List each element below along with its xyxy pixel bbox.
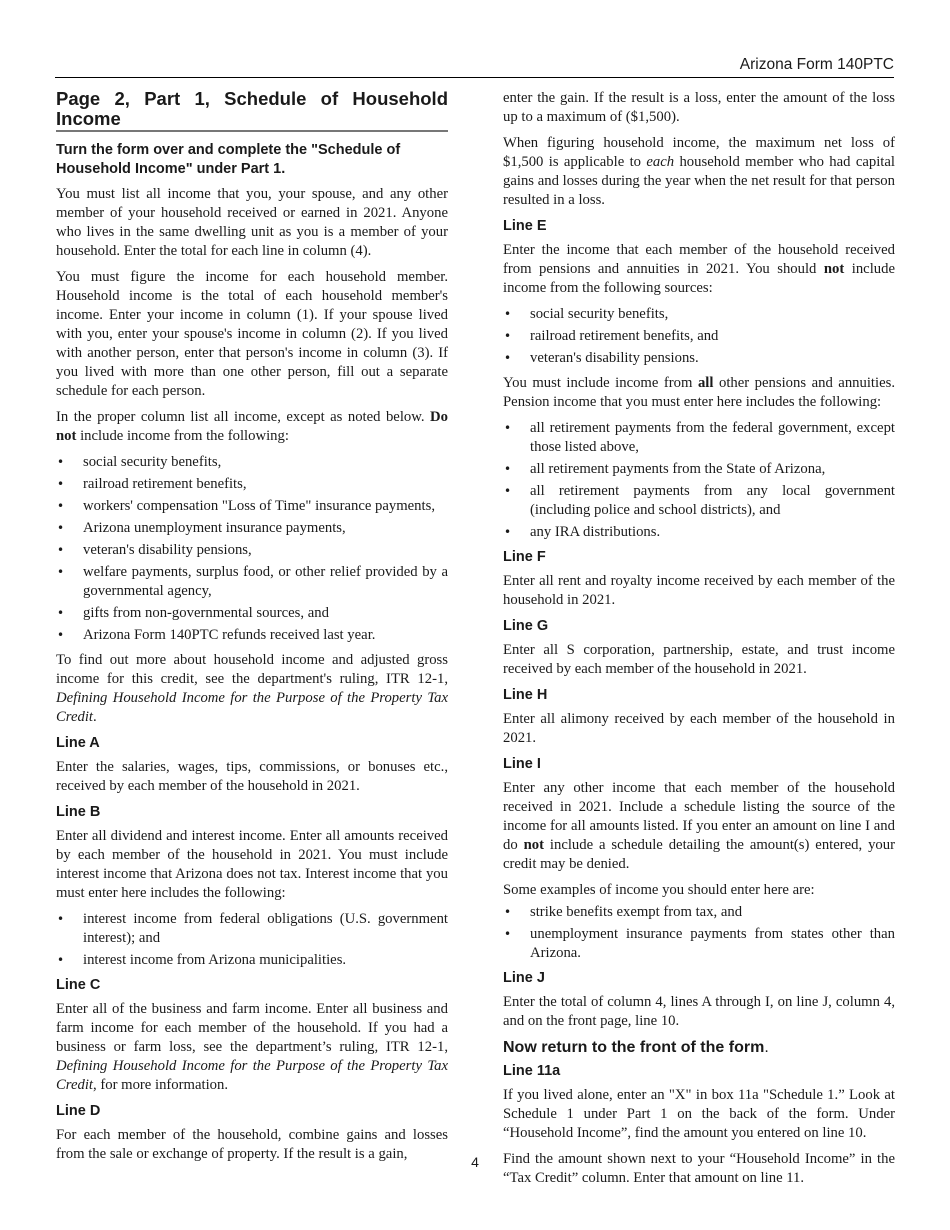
- part-heading: Page 2, Part 1, Schedule of Household Income: [56, 89, 448, 132]
- list-item: • workers' compensation "Loss of Time" insurance payments,: [56, 497, 448, 516]
- line-i-list: [503, 903, 895, 963]
- list-item: • unemployment insurance payments from states other than Arizona.: [503, 925, 895, 963]
- line-b-list: [56, 910, 448, 970]
- paragraph-exclusions-intro: In the proper column list all income, except as noted below. Do not include income from the following:: [56, 409, 448, 444]
- exclusion-list: [56, 453, 448, 645]
- line-11a-heading: Line 11a: [503, 1063, 561, 1079]
- line-c-heading: Line C: [56, 977, 101, 993]
- line-11a-text: If you lived alone, enter an "X" in box 11a "Schedule 1.” Look at Schedule 1 under Part 1 on the back of the form. Under “Household Income”, find the amount you entered on line 10.: [503, 1087, 895, 1141]
- line-i-examples-intro: Some examples of income you should enter here are:: [503, 882, 815, 898]
- right-column: [503, 89, 895, 1195]
- line-d-text: For each member of the household, combine gains and losses from the sale or exchange of property. If the result is a gain,: [56, 1127, 448, 1162]
- line-g-heading: Line G: [503, 618, 549, 634]
- list-item: • Arizona unemployment insurance payments,: [56, 519, 448, 538]
- line-h-text: Enter all alimony received by each member of the household in 2021.: [503, 711, 895, 746]
- list-item: • social security benefits,: [56, 453, 448, 472]
- line-a-heading: Line A: [56, 735, 100, 751]
- list-item: • veteran's disability pensions,: [56, 541, 448, 560]
- paragraph-columns: You must figure the income for each household member. Household income is the total of each household member's income. Enter your income in column (1). If your spouse lived with you, enter your spouse's income in column (2). If you lived with another person, enter that person's income in column (3). If you lived with more than one other person, fill out a separate schedule for each person.: [56, 269, 448, 399]
- list-item: • gifts from non-governmental sources, and: [56, 604, 448, 623]
- line-e-text: Enter the income that each member of the household received from pensions and annuities in 2021. You should not include income from the following sources:: [503, 242, 895, 296]
- line-b-heading: Line B: [56, 804, 101, 820]
- line-e-include-text: You must include income from all other pensions and annuities. Pension income that you must enter here includes the following:: [503, 375, 895, 410]
- line-d-heading: Line D: [56, 1103, 101, 1119]
- line-11a-text-2: Find the amount shown next to your “Household Income” in the “Tax Credit” column. Enter that amount on line 11.: [503, 1151, 895, 1186]
- left-column: [56, 89, 448, 1171]
- line-j-heading: Line J: [503, 970, 545, 986]
- paragraph-net-loss: When figuring household income, the maximum net loss of $1,500 is applicable to each household member who had capital gains and losses during the year when the net result for that person resulted in a loss.: [503, 135, 895, 208]
- line-f-heading: Line F: [503, 549, 546, 565]
- list-item: • welfare payments, surplus food, or other relief provided by a governmental agency,: [56, 563, 448, 601]
- line-i-text: Enter any other income that each member of the household received in 2021. Include a schedule listing the source of the income for all amounts listed. If you enter an amount on line I and do not include a schedule detailing the amount(s) entered, your credit may be denied.: [503, 780, 895, 872]
- line-h-heading: Line H: [503, 687, 548, 703]
- line-a-text: Enter the salaries, wages, tips, commissions, or bonuses etc., received by each member of the household in 2021.: [56, 759, 448, 794]
- list-item: • all retirement payments from the federal government, except those listed above,: [503, 419, 895, 457]
- paragraph-ruling-reference: To find out more about household income and adjusted gross income for this credit, see the department's ruling, ITR 12-1, Defining Household Income for the Purpose of the Property Tax Credit.: [56, 652, 448, 725]
- list-item: • strike benefits exempt from tax, and: [503, 903, 895, 922]
- list-item: • all retirement payments from the State of Arizona,: [503, 460, 895, 479]
- list-item: • Arizona Form 140PTC refunds received last year.: [56, 626, 448, 645]
- part-subheading: Turn the form over and complete the "Schedule of Household Income" under Part 1.: [56, 142, 401, 177]
- list-item: • any IRA distributions.: [503, 523, 895, 542]
- paragraph-household-members: You must list all income that you, your spouse, and any other member of your household received or earned in 2021. Anyone who lives in the same dwelling unit as you is a member of your household. Enter the total for each line in column (4).: [56, 186, 448, 259]
- list-item: • social security benefits,: [503, 305, 895, 324]
- header-rule: [55, 77, 894, 78]
- line-e-heading: Line E: [503, 218, 547, 234]
- form-title: Arizona Form 140PTC: [739, 56, 894, 73]
- line-j-text: Enter the total of column 4, lines A through I, on line J, column 4, and on the front page, line 10.: [503, 994, 895, 1029]
- line-d-continued: enter the gain. If the result is a loss, enter the amount of the loss up to a maximum of ($1,500).: [503, 90, 895, 125]
- line-g-text: Enter all S corporation, partnership, estate, and trust income received by each member of the household in 2021.: [503, 642, 895, 677]
- line-f-text: Enter all rent and royalty income received by each member of the household in 2021.: [503, 573, 895, 608]
- page-number: 4: [471, 1154, 479, 1170]
- list-item: • interest income from federal obligations (U.S. government interest); and: [56, 910, 448, 948]
- line-e-exclude-list: [503, 305, 895, 368]
- list-item: • all retirement payments from any local government (including police and school districts), and: [503, 482, 895, 520]
- list-item: • interest income from Arizona municipalities.: [56, 951, 448, 970]
- return-heading: Now return to the front of the form.: [503, 1039, 769, 1056]
- line-i-heading: Line I: [503, 756, 541, 772]
- line-c-text: Enter all of the business and farm income. Enter all business and farm income for each member of the household. If you had a business or farm loss, see the department’s ruling, ITR 12-1, Defining Household Income for the Purpose of the Property Tax Credit, for more information.: [56, 1001, 448, 1093]
- list-item: • railroad retirement benefits,: [56, 475, 448, 494]
- line-b-text: Enter all dividend and interest income. Enter all amounts received by each member of the household in 2021. You must include interest income that Arizona does not tax. Interest income that you must enter here includes the following:: [56, 828, 448, 901]
- list-item: • veteran's disability pensions.: [503, 349, 895, 368]
- line-e-include-list: [503, 419, 895, 542]
- list-item: • railroad retirement benefits, and: [503, 327, 895, 346]
